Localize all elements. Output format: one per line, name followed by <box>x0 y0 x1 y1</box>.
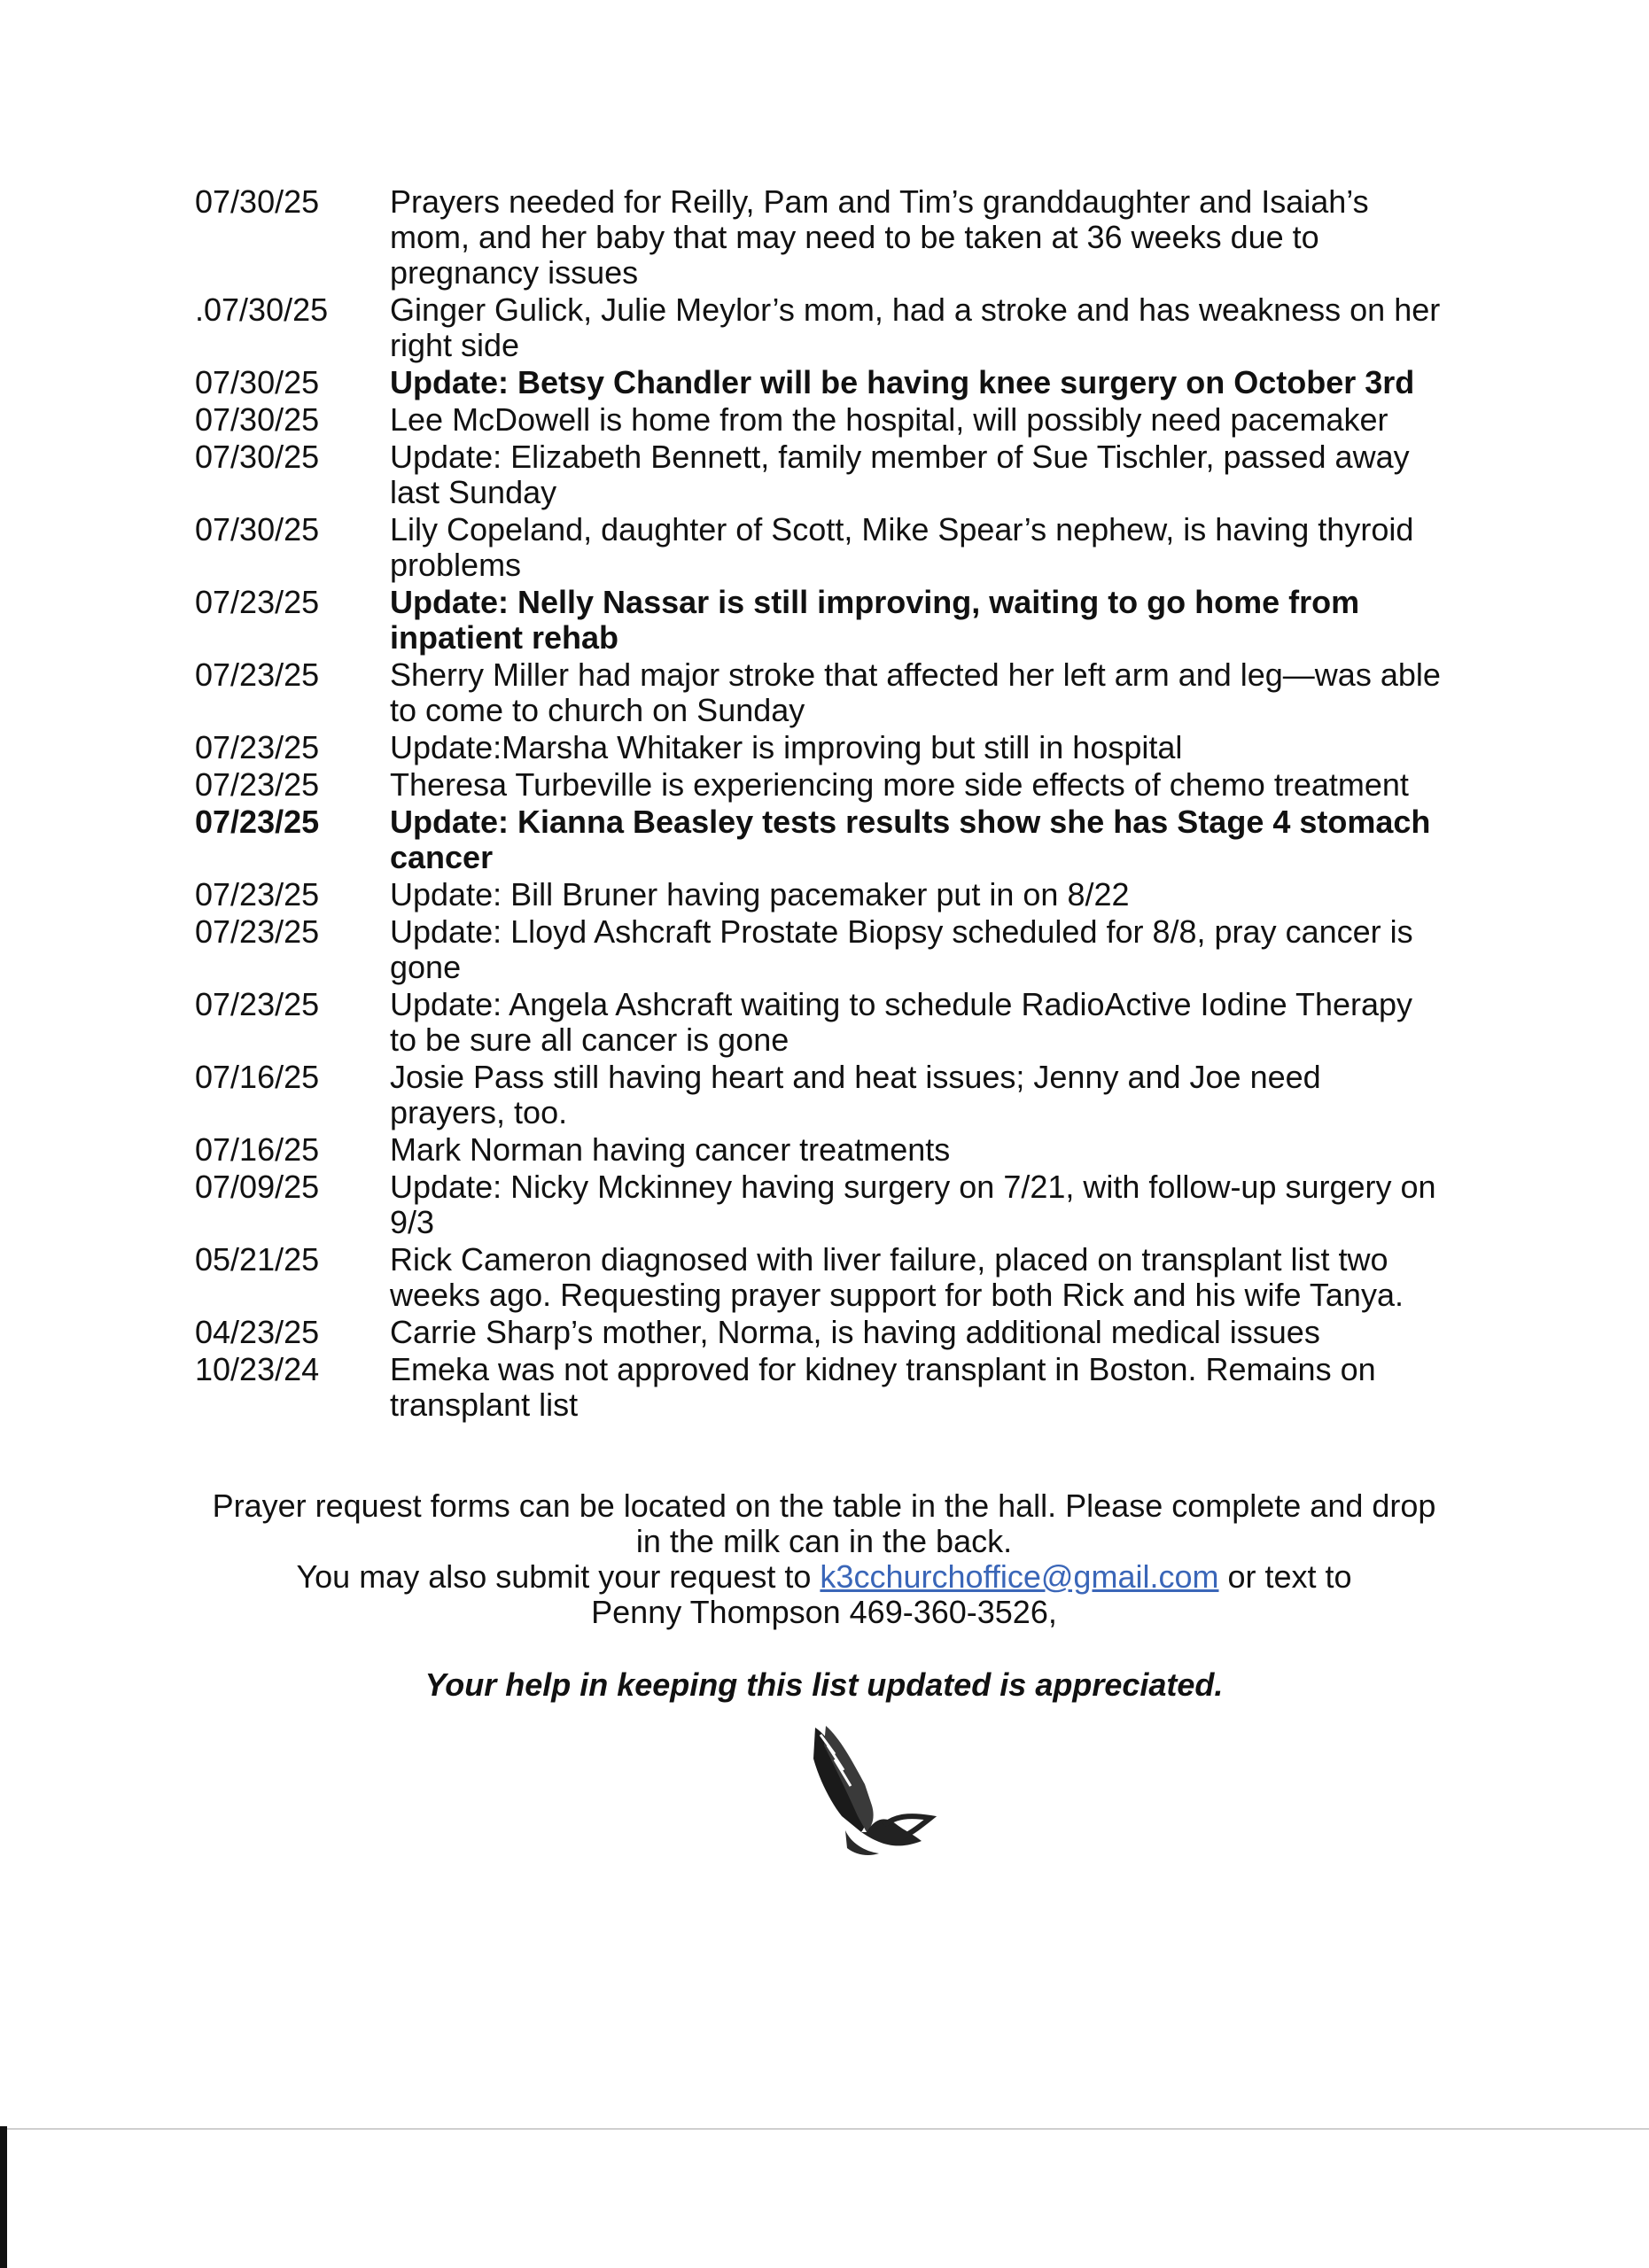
request-text <box>390 512 1462 583</box>
prayer-request-row <box>195 1132 1462 1168</box>
request-date: 07/23/25 <box>195 913 320 950</box>
request-text-line: Mark Norman having cancer treatments <box>390 1131 951 1168</box>
request-text-line: Theresa Turbeville is experiencing more side effects of chemo treatment <box>390 766 1409 803</box>
prayer-request-row <box>195 365 1462 400</box>
request-text-line: Carrie Sharp’s mother, Norma, is having additional medical issues <box>390 1314 1320 1350</box>
request-text-line: Lee McDowell is home from the hospital, will possibly need pacemaker <box>390 401 1388 438</box>
request-text-line: Update: Lloyd Ashcraft Prostate Biopsy scheduled for 8/8, pray cancer is <box>390 913 1413 950</box>
request-text <box>390 1352 1462 1423</box>
request-text-line: last Sunday <box>390 474 557 510</box>
prayer-request-row <box>195 1060 1462 1130</box>
prayer-request-row <box>195 804 1462 875</box>
request-text-line: Update: Betsy Chandler will be having knee surgery on October 3rd <box>390 364 1415 400</box>
request-date: 05/21/25 <box>195 1241 320 1278</box>
request-text-line: pregnancy issues <box>390 254 639 291</box>
request-text-line: weeks ago. Requesting prayer support for both Rick and his wife Tanya. <box>390 1277 1404 1313</box>
request-date: 07/16/25 <box>195 1131 320 1168</box>
prayer-request-row <box>195 730 1462 765</box>
request-text <box>390 402 1462 438</box>
request-text-line: Emeka was not approved for kidney transplant in Boston. Remains on <box>390 1351 1376 1387</box>
forms-instruction: Prayer request forms can be located on the table in the hall. Please complete and drop in the milk can in the back. <box>212 1487 1436 1559</box>
prayer-request-row <box>195 439 1462 510</box>
request-date: 07/23/25 <box>195 804 320 840</box>
request-date: 07/09/25 <box>195 1169 320 1205</box>
request-date: 07/23/25 <box>195 766 320 803</box>
prayer-request-row <box>195 184 1462 291</box>
scan-edge-mark <box>0 2126 7 2268</box>
request-text <box>390 1169 1462 1240</box>
request-text <box>390 877 1462 913</box>
request-text-line: Update:Marsha Whitaker is improving but still in hospital <box>390 729 1183 765</box>
prayer-request-row <box>195 877 1462 913</box>
submission-info <box>177 1488 1471 1703</box>
request-date: 07/30/25 <box>195 511 320 548</box>
prayer-request-row <box>195 292 1462 363</box>
request-text-line: Prayers needed for Reilly, Pam and Tim’s granddaughter and Isaiah’s <box>390 183 1369 220</box>
request-date: 07/23/25 <box>195 729 320 765</box>
request-date: 07/30/25 <box>195 439 320 475</box>
prayer-request-row <box>195 512 1462 583</box>
request-text <box>390 1132 1462 1168</box>
prayer-request-row <box>195 585 1462 656</box>
request-date: 07/23/25 <box>195 986 320 1022</box>
request-text <box>390 585 1462 656</box>
prayer-request-row <box>195 1352 1462 1423</box>
submit-instruction: You may also submit your request to k3cchurchoffice@gmail.com or text to Penny Thompson 469-360-3526, <box>296 1558 1352 1630</box>
request-text-line: cancer <box>390 839 494 875</box>
request-text <box>390 184 1462 291</box>
request-text <box>390 804 1462 875</box>
request-text <box>390 657 1462 728</box>
request-text-line: Update: Angela Ashcraft waiting to schedule RadioActive Iodine Therapy <box>390 986 1413 1022</box>
request-date: 07/23/25 <box>195 876 320 913</box>
request-text <box>390 1315 1462 1350</box>
request-date: 07/30/25 <box>195 401 320 438</box>
request-text-line: Sherry Miller had major stroke that affected her left arm and leg—was able <box>390 656 1441 693</box>
appreciation-note: Your help in keeping this list updated is appreciated. <box>424 1666 1224 1703</box>
request-text-line: Josie Pass still having heart and heat issues; Jenny and Joe need <box>390 1059 1321 1095</box>
request-text-line: right side <box>390 327 520 363</box>
request-text <box>390 292 1462 363</box>
request-date: 07/23/25 <box>195 656 320 693</box>
prayer-request-row <box>195 402 1462 438</box>
request-date: 07/23/25 <box>195 584 320 620</box>
request-text <box>390 365 1462 400</box>
request-text <box>390 987 1462 1058</box>
prayer-request-row <box>195 1315 1462 1350</box>
prayer-request-row <box>195 914 1462 985</box>
request-text-line: Update: Bill Bruner having pacemaker put in on 8/22 <box>390 876 1130 913</box>
request-date: 07/30/25 <box>195 183 320 220</box>
request-text-line: Ginger Gulick, Julie Meylor’s mom, had a stroke and has weakness on her <box>390 291 1441 328</box>
request-text-line: gone <box>390 949 462 985</box>
request-text-line: Update: Elizabeth Bennett, family member of Sue Tischler, passed away <box>390 439 1410 475</box>
request-text <box>390 767 1462 803</box>
praying-hands-icon <box>780 1719 939 1860</box>
request-text-line: to be sure all cancer is gone <box>390 1021 789 1058</box>
request-text-line: Update: Nelly Nassar is still improving, waiting to go home from <box>390 584 1360 620</box>
request-date: 10/23/24 <box>195 1351 320 1387</box>
email-link[interactable]: k3cchurchoffice@gmail.com <box>820 1558 1219 1595</box>
prayer-request-row <box>195 1169 1462 1240</box>
request-text-line: transplant list <box>390 1386 579 1423</box>
request-text <box>390 914 1462 985</box>
request-text-line: prayers, too. <box>390 1094 568 1130</box>
prayer-request-row <box>195 1242 1462 1313</box>
request-date: 07/16/25 <box>195 1059 320 1095</box>
request-text-line: 9/3 <box>390 1204 435 1240</box>
request-date: 07/30/25 <box>195 364 320 400</box>
request-text-line: Lily Copeland, daughter of Scott, Mike Spear’s nephew, is having thyroid <box>390 511 1414 548</box>
request-text-line: Update: Nicky Mckinney having surgery on 7/21, with follow-up surgery on <box>390 1169 1436 1205</box>
request-text-line: Rick Cameron diagnosed with liver failure, placed on transplant list two <box>390 1241 1388 1278</box>
request-text-line: mom, and her baby that may need to be taken at 36 weeks due to <box>390 219 1319 255</box>
request-date: .07/30/25 <box>195 291 329 328</box>
request-text <box>390 730 1462 765</box>
request-text <box>390 439 1462 510</box>
request-date: 04/23/25 <box>195 1314 320 1350</box>
request-text <box>390 1060 1462 1130</box>
prayer-request-list <box>195 184 1462 1425</box>
scan-divider <box>0 2128 1649 2130</box>
request-text-line: Update: Kianna Beasley tests results show she has Stage 4 stomach <box>390 804 1431 840</box>
request-text-line: inpatient rehab <box>390 619 619 656</box>
contact-phone: Penny Thompson 469-360-3526, <box>591 1594 1057 1630</box>
request-text-line: problems <box>390 547 522 583</box>
prayer-request-row <box>195 657 1462 728</box>
prayer-request-row <box>195 987 1462 1058</box>
prayer-request-row <box>195 767 1462 803</box>
request-text <box>390 1242 1462 1313</box>
request-text-line: to come to church on Sunday <box>390 692 805 728</box>
